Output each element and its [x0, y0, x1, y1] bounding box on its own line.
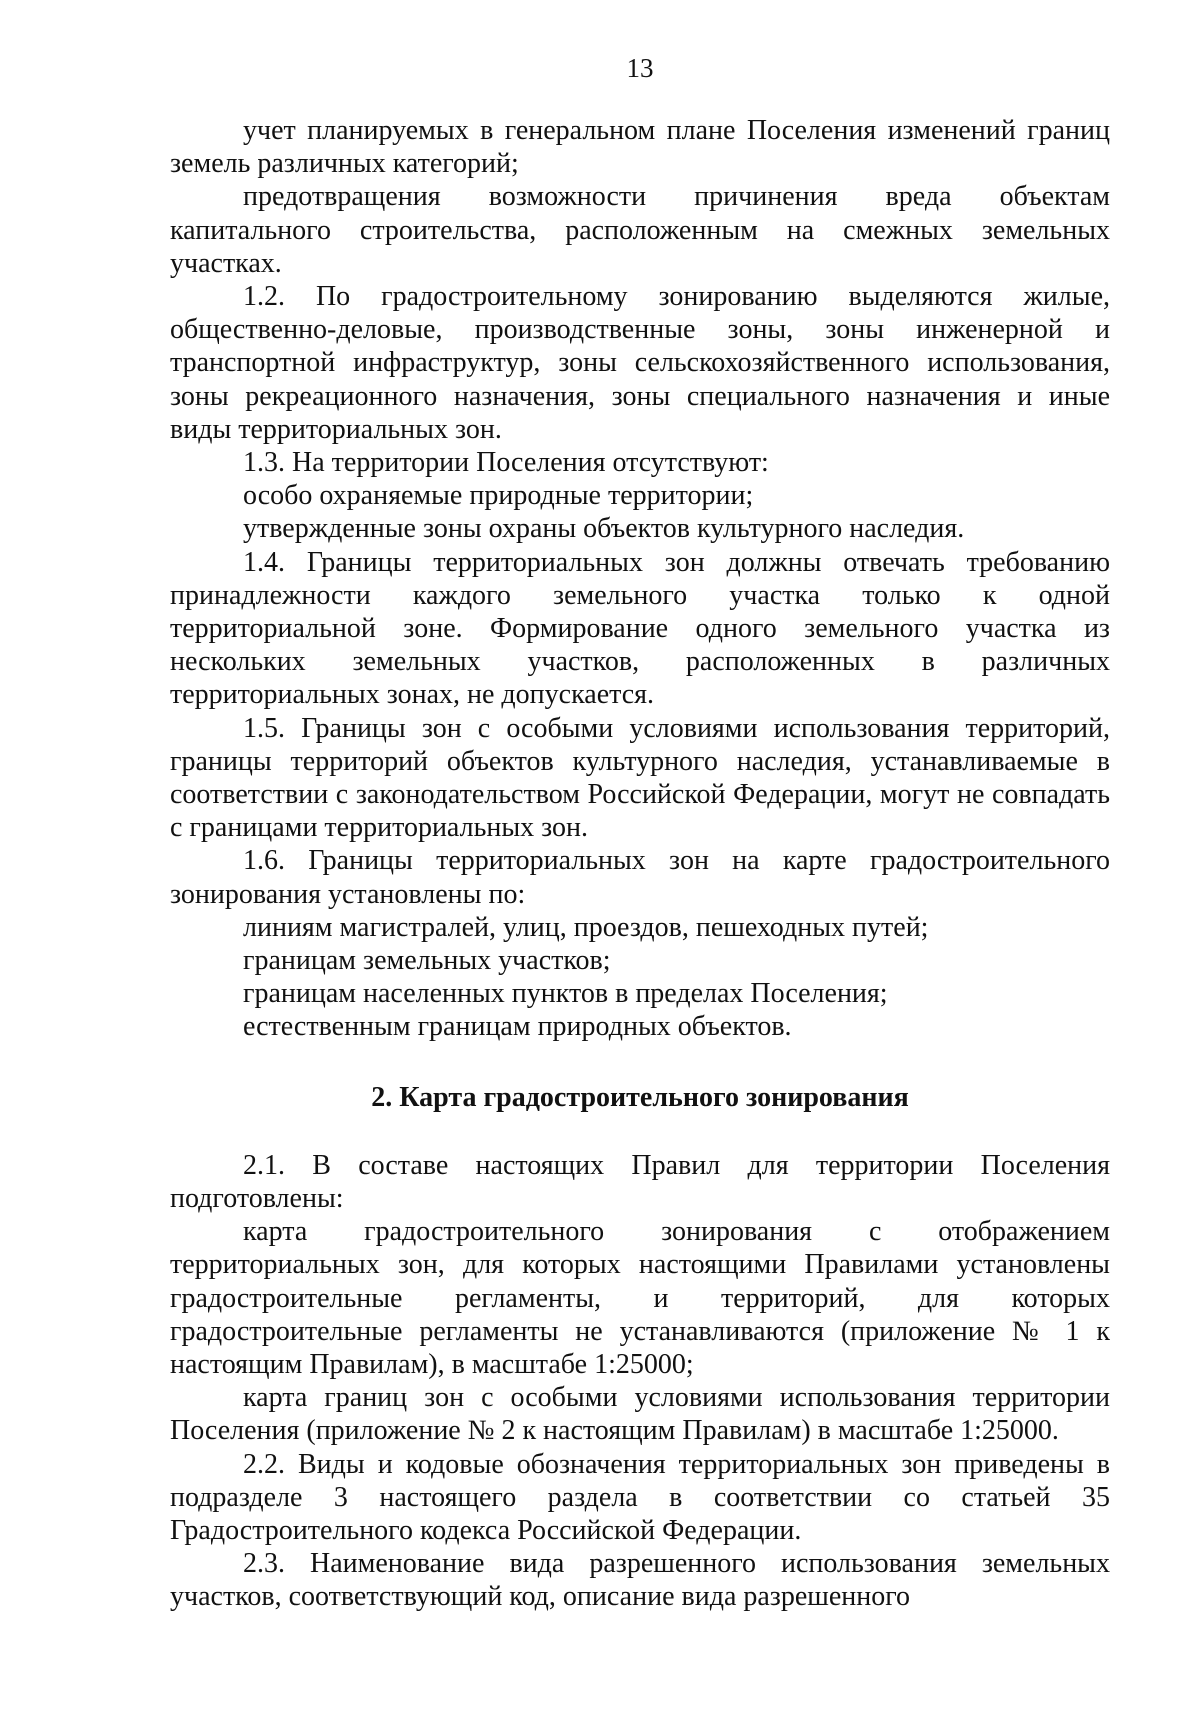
paragraph: 1.3. На территории Поселения отсутствуют: [243, 447, 769, 479]
list-item: карта градостроительного зонирования с отображением территориальных зон, для которых настоящими Правилами установлены градостроительные регламенты, и территорий, для которых градостроительные регламенты не устанавливаются (приложение № 1 к настоящим Правилам), в масштабе 1:25000; [170, 1216, 1110, 1380]
paragraph: учет планируемых в генеральном плане Поселения изменений границ земель различных категорий; [170, 115, 1110, 180]
page-number: 13 [626, 53, 654, 83]
paragraph: 2.3. Наименование вида разрешенного использования земельных участков, соответствующий код, описание вида разрешенного [170, 1548, 1110, 1613]
paragraph: 1.6. Границы территориальных зон на карте градостроительного зонирования установлены по: [170, 845, 1110, 910]
list-item: границам населенных пунктов в пределах Поселения; [243, 978, 888, 1010]
paragraph: 1.4. Границы территориальных зон должны отвечать требованию принадлежности каждого земельного участка только к одной территориальной зоне. Формирование одного земельного участка из нескольких земельных участков, расположенных в различных территориальных зонах, не допускается. [170, 546, 1110, 711]
list-item: особо охраняемые природные территории; [243, 480, 754, 512]
section-heading: 2. Карта градостроительного зонирования [371, 1081, 909, 1113]
list-item: естественным границам природных объектов. [243, 1011, 792, 1043]
list-item: линиям магистралей, улиц, проездов, пешеходных путей; [243, 911, 929, 943]
paragraph: предотвращения возможности причинения вреда объектам капитального строительства, расположенным на смежных земельных участках. [170, 181, 1110, 279]
document-page [170, 48, 1110, 1614]
paragraph: 1.2. По градостроительному зонированию выделяются жилые, общественно-деловые, производственные зоны, зоны инженерной и транспортной инфраструктур, зоны сельскохозяйственного использования, зоны рекреационного назначения, зоны специального назначения и иные виды территориальных зон. [170, 281, 1110, 445]
list-item: карта границ зон с особыми условиями использования территории Поселения (приложение № 2 к настоящим Правилам) в масштабе 1:25000. [170, 1382, 1110, 1447]
paragraph: 1.5. Границы зон с особыми условиями использования территорий, границы территорий объектов культурного наследия, устанавливаемые в соответствии с законодательством Российской Федерации, могут не совпадать с границами территориальных зон. [170, 712, 1110, 844]
paragraph: 2.1. В составе настоящих Правил для территории Поселения подготовлены: [170, 1149, 1110, 1214]
list-item: утвержденные зоны охраны объектов культурного наследия. [243, 513, 965, 545]
list-item: границам земельных участков; [243, 945, 611, 977]
paragraph: 2.2. Виды и кодовые обозначения территориальных зон приведены в подразделе 3 настоящего раздела в соответствии со статьей 35 Градостроительного кодекса Российской Федерации. [170, 1448, 1110, 1546]
